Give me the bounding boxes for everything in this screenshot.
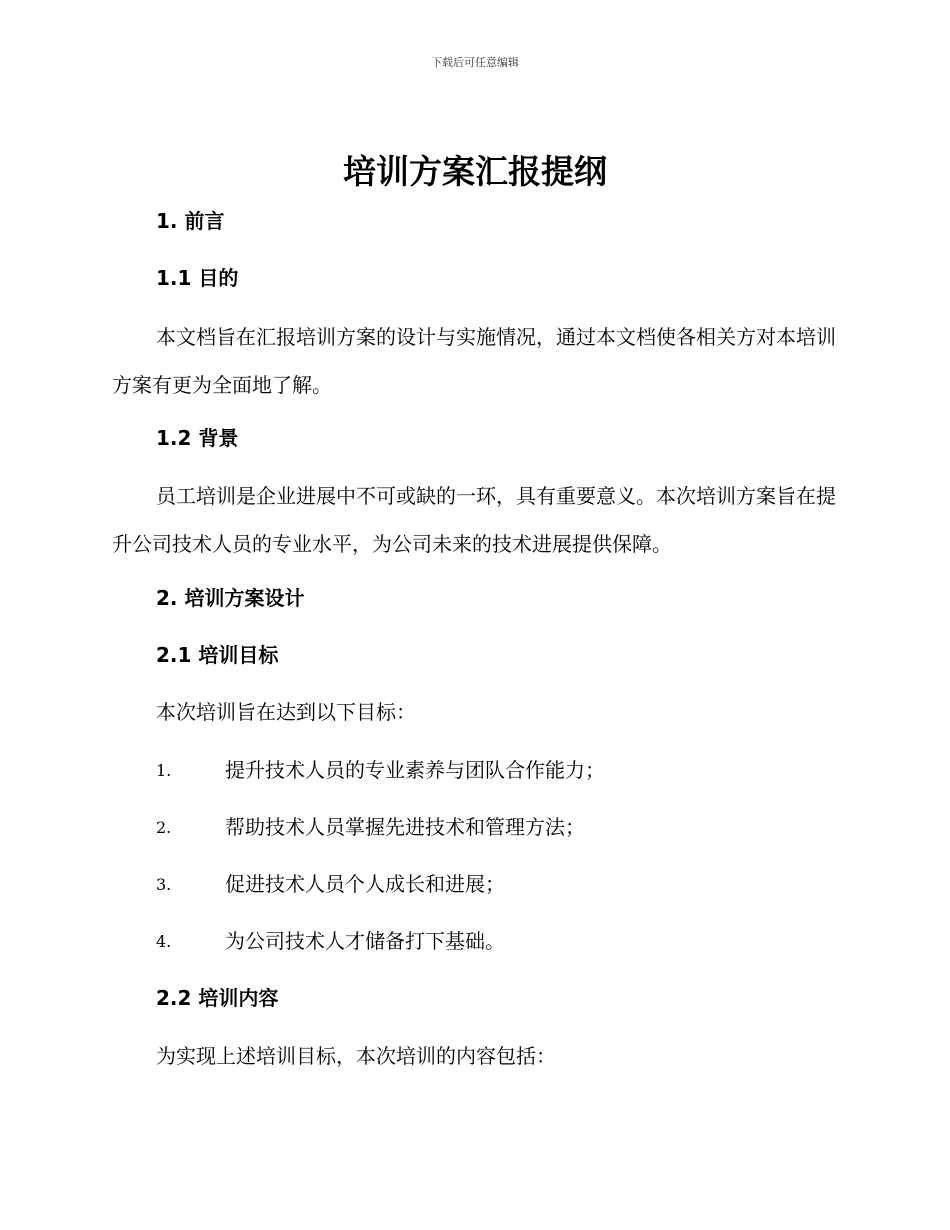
- training-content-intro: 为实现上述培训目标，本次培训的内容包括：: [156, 1044, 556, 1068]
- list-item-number: 2.: [156, 818, 172, 837]
- list-item: [156, 813, 856, 841]
- section-heading-foreword: 1. 前言: [156, 209, 225, 233]
- page-header: 下载后可任意编辑: [431, 56, 519, 69]
- list-item: [156, 870, 856, 898]
- list-item-number: 1.: [156, 761, 172, 780]
- list-item-text: 促进技术人员个人成长和进展；: [225, 872, 505, 896]
- list-item-text: 提升技术人员的专业素养与团队合作能力；: [225, 758, 605, 782]
- training-goals-intro: 本次培训旨在达到以下目标：: [156, 700, 416, 724]
- list-item-text: 为公司技术人才储备打下基础。: [225, 929, 505, 953]
- section-heading-background: 1.2 背景: [156, 426, 239, 450]
- section-heading-training-design: 2. 培训方案设计: [156, 586, 305, 610]
- list-item-number: 4.: [156, 932, 172, 951]
- document-title: 培训方案汇报提纲: [343, 152, 607, 191]
- background-paragraph: 员工培训是企业进展中不可或缺的一环，具有重要意义。本次培训方案旨在提升公司技术人员的专业水平，为公司未来的技术进展提供保障。: [112, 484, 836, 556]
- section-heading-purpose: 1.1 目的: [156, 266, 239, 290]
- list-item: [156, 756, 856, 784]
- section-heading-training-content: 2.2 培训内容: [156, 986, 279, 1010]
- list-item-number: 3.: [156, 875, 172, 894]
- purpose-paragraph: 本文档旨在汇报培训方案的设计与实施情况，通过本文档使各相关方对本培训方案有更为全面地了解。: [112, 325, 836, 397]
- list-item: [156, 927, 856, 955]
- section-heading-training-goals: 2.1 培训目标: [156, 643, 279, 667]
- list-item-text: 帮助技术人员掌握先进技术和管理方法；: [225, 815, 585, 839]
